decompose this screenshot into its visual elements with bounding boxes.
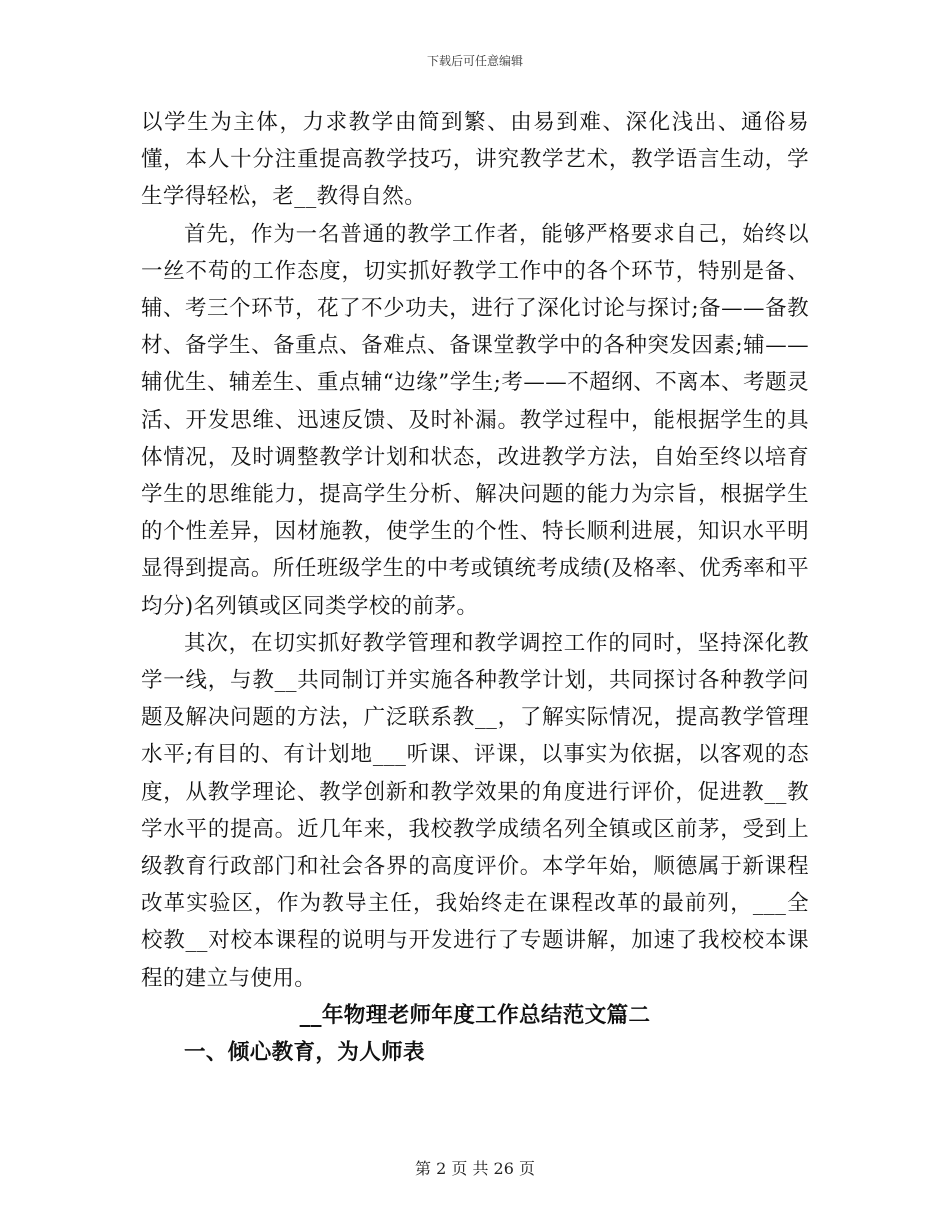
paragraph-3: 其次，在切实抓好教学管理和教学调控工作的同时，坚持深化教学一线，与教__共同制订并实施各种教学计划，共同探讨各种教学问题及解决问题的方法，广泛联系教__，了解实际情况，提高教学管理水平;有目的、有计划地___听课、评课，以事实为依据，以客观的态度，从教学理论、教学创新和教学效果的角度进行评价，促进教__教学水平的提高。近几年来，我校教学成绩名列全镇或区前茅，受到上级教育行政部门和社会各界的高度评价。本学年始，顺德属于新课程改革实验区，作为教导主任，我始终走在课程改革的最前列，___全校教__对校本课程的说明与开发进行了专题讲解，加速了我校校本课程的建立与使用。: [141, 630, 809, 991]
section-title: __年物理老师年度工作总结范文篇二: [299, 1002, 651, 1028]
paragraph-1: 以学生为主体，力求教学由简到繁、由易到难、深化浅出、通俗易懂，本人十分注重提高教学技巧，讲究教学艺术，教学语言生动，学生学得轻松，老__教得自然。: [141, 110, 809, 210]
sub-heading: 一、倾心教育，为人师表: [184, 1040, 425, 1066]
page-number: 第 2 页 共 26 页: [415, 1159, 535, 1178]
document-body: [141, 104, 809, 1071]
paragraph-2: 首先，作为一名普通的教学工作者，能够严格要求自己，始终以一丝不苟的工作态度，切实抓好教学工作中的各个环节，特别是备、辅、考三个环节，花了不少功夫，进行了深化讨论与探讨;备——备教材、备学生、备重点、备难点、备课堂教学中的各种突发因素;辅——辅优生、辅差生、重点辅“边缘”学生;考——不超纲、不离本、考题灵活、开发思维、迅速反馈、及时补漏。教学过程中，能根据学生的具体情况，及时调整教学计划和状态，改进教学方法，自始至终以培育学生的思维能力，提高学生分析、解决问题的能力为宗旨，根据学生的个性差异，因材施教，使学生的个性、特长顺利进展，知识水平明显得到提高。所任班级学生的中考或镇统考成绩(及格率、优秀率和平均分)名列镇或区同类学校的前茅。: [141, 221, 809, 619]
header-note: 下载后可任意编辑: [426, 54, 523, 68]
